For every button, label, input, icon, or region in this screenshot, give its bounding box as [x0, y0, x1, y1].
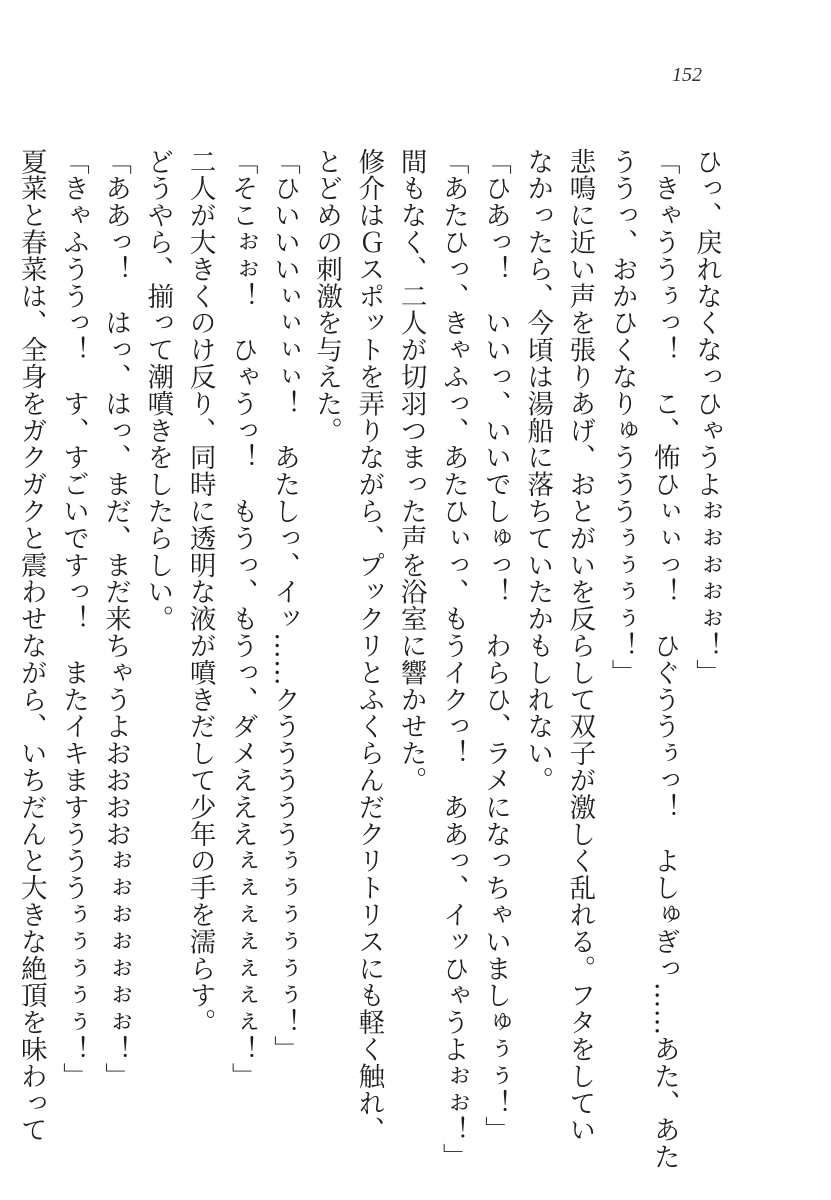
text-line: 「あたひっ、きゃふっ、あたひぃっ、もうイクっ！ ああっ、イッひゃうよぉぉ！」 [437, 148, 469, 1171]
text-line: 「そこぉぉ！ ひゃうっ！ もうっ、もうっ、ダメえええぇぇぇぇぇぇぇ！」 [226, 148, 258, 1090]
text-line: 「ああっ！ はっ、はっ、まだ、まだ来ちゃうよおおおおぉぉぉぉぉぉぉ！」 [100, 148, 132, 1090]
text-line: 「ひあっ！ いいっ、いいでしゅっ！ わらひ、ラメになっちゃいましゅぅぅ！」 [479, 148, 511, 1144]
text-line: 「きゃううぅっ！ こ、怖ひぃぃっ！ ひぐううぅっ！ よしゅぎっ……あた、あた [648, 148, 680, 1171]
text-line: ひっ、戻れなくなっひゃうよぉぉぉぉぉ！」 [691, 148, 722, 686]
body-text [15, 148, 727, 1171]
text-line: どうやら、揃って潮噴きをしたらしい。 [142, 148, 174, 633]
text-line: なかったら、今頃は湯船に落ちていたかもしれない。 [522, 148, 554, 794]
text-line: 悲鳴に近い声を張りあげ、おとがいを反らして双子が激しく乱れる。フタをしてい [564, 148, 596, 1144]
text-line: 「きゃふううっ！ す、すごいですっ！ またイキますうううぅぅぅぅぅ！」 [57, 148, 89, 1090]
text-line: 「ひいいいぃぃぃぃ！ あたしっ、イッ……クうううううぅぅぅぅぅぅ！」 [268, 148, 300, 1063]
text-line: 夏菜と春菜は、全身をガクガクと震わせながら、いちだんと大きな絶頂を味わって [15, 148, 47, 1144]
text-line: ううっ、おかひくなりゅうううぅぅぅぅ！」 [606, 148, 638, 686]
page-number: 152 [672, 64, 702, 86]
text-line: 二人が大きくのけ反り、同時に透明な液が噴きだして少年の手を濡らす。 [184, 148, 216, 1036]
text-line: とどめの刺激を与えた。 [311, 148, 343, 444]
text-line: 修介はＧスポットを弄りながら、プックリとふくらんだクリトリスにも軽く触れ、 [353, 148, 385, 1144]
text-line: 間もなく、二人が切羽つまった声を浴室に響かせた。 [395, 148, 427, 794]
